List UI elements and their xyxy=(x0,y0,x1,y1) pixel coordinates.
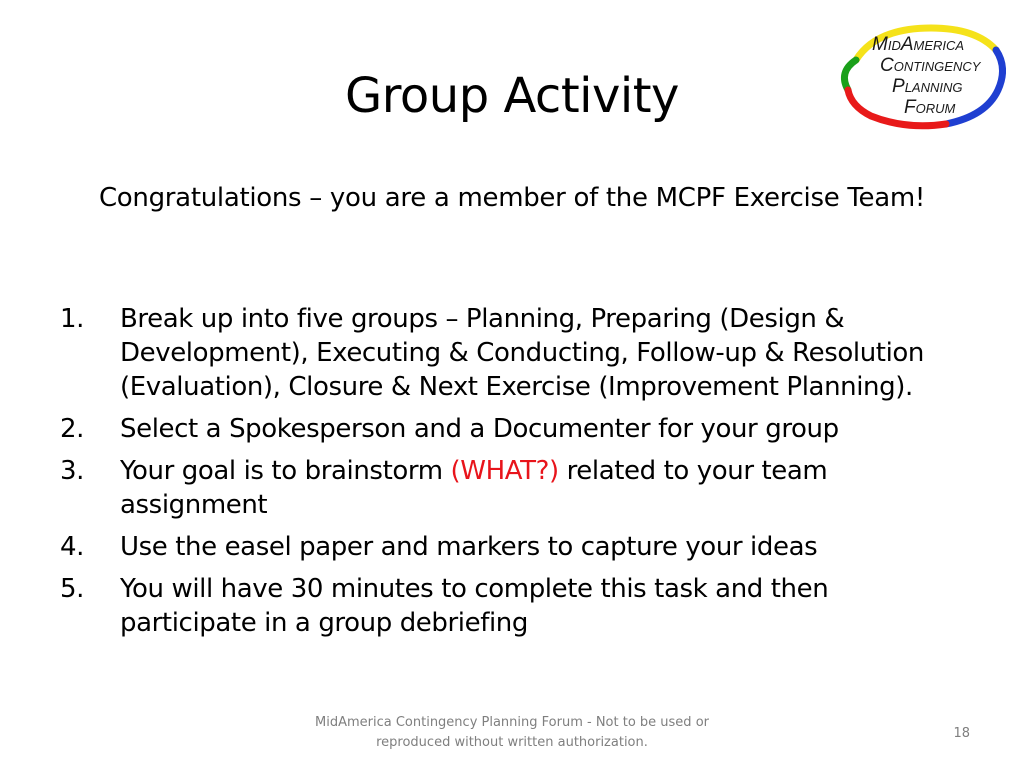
step-text-before: Your goal is to brainstorm xyxy=(120,456,451,486)
step-number: 2. xyxy=(60,414,85,444)
list-item xyxy=(60,454,970,522)
logo-ring-green xyxy=(844,60,856,90)
step-number: 3. xyxy=(60,456,85,486)
steps-list xyxy=(60,302,970,648)
step-text: Break up into five groups – Planning, Preparing (Design & Development), Executing & Conducting, Follow-up & Resolution (Evaluation), Closure & Next Exercise (Improvement Planning). xyxy=(120,304,925,402)
page-number: 18 xyxy=(953,726,970,741)
footer-text xyxy=(270,713,754,753)
step-number: 4. xyxy=(60,532,85,562)
logo-line-1: MIDAMERICA xyxy=(872,34,965,55)
mcpf-logo xyxy=(836,20,1006,132)
mcpf-logo-icon xyxy=(836,20,1006,132)
logo-line-4: FORUM xyxy=(904,97,956,118)
list-item xyxy=(60,530,970,564)
list-item xyxy=(60,302,970,404)
step-number: 1. xyxy=(60,304,85,334)
list-item xyxy=(60,572,970,640)
step-text: Use the easel paper and markers to capture your ideas xyxy=(120,532,818,562)
logo-line-2: CONTINGENCY xyxy=(880,55,981,76)
intro-text: Congratulations – you are a member of the MCPF Exercise Team! xyxy=(98,183,926,213)
slide-title: Group Activity xyxy=(345,68,679,124)
step-text: Select a Spokesperson and a Documenter for your group xyxy=(120,414,839,444)
step-text: You will have 30 minutes to complete this task and then participate in a group debriefing xyxy=(120,574,829,638)
step-highlight: (WHAT?) xyxy=(450,456,559,486)
step-text-after: related to your team assignment xyxy=(120,456,828,520)
list-item xyxy=(60,412,970,446)
step-number: 5. xyxy=(60,574,85,604)
logo-line-3: PLANNING xyxy=(892,76,963,97)
footer-line-2: reproduced without written authorization. xyxy=(376,735,648,750)
footer-line-1: MidAmerica Contingency Planning Forum - Not to be used or xyxy=(315,715,709,730)
